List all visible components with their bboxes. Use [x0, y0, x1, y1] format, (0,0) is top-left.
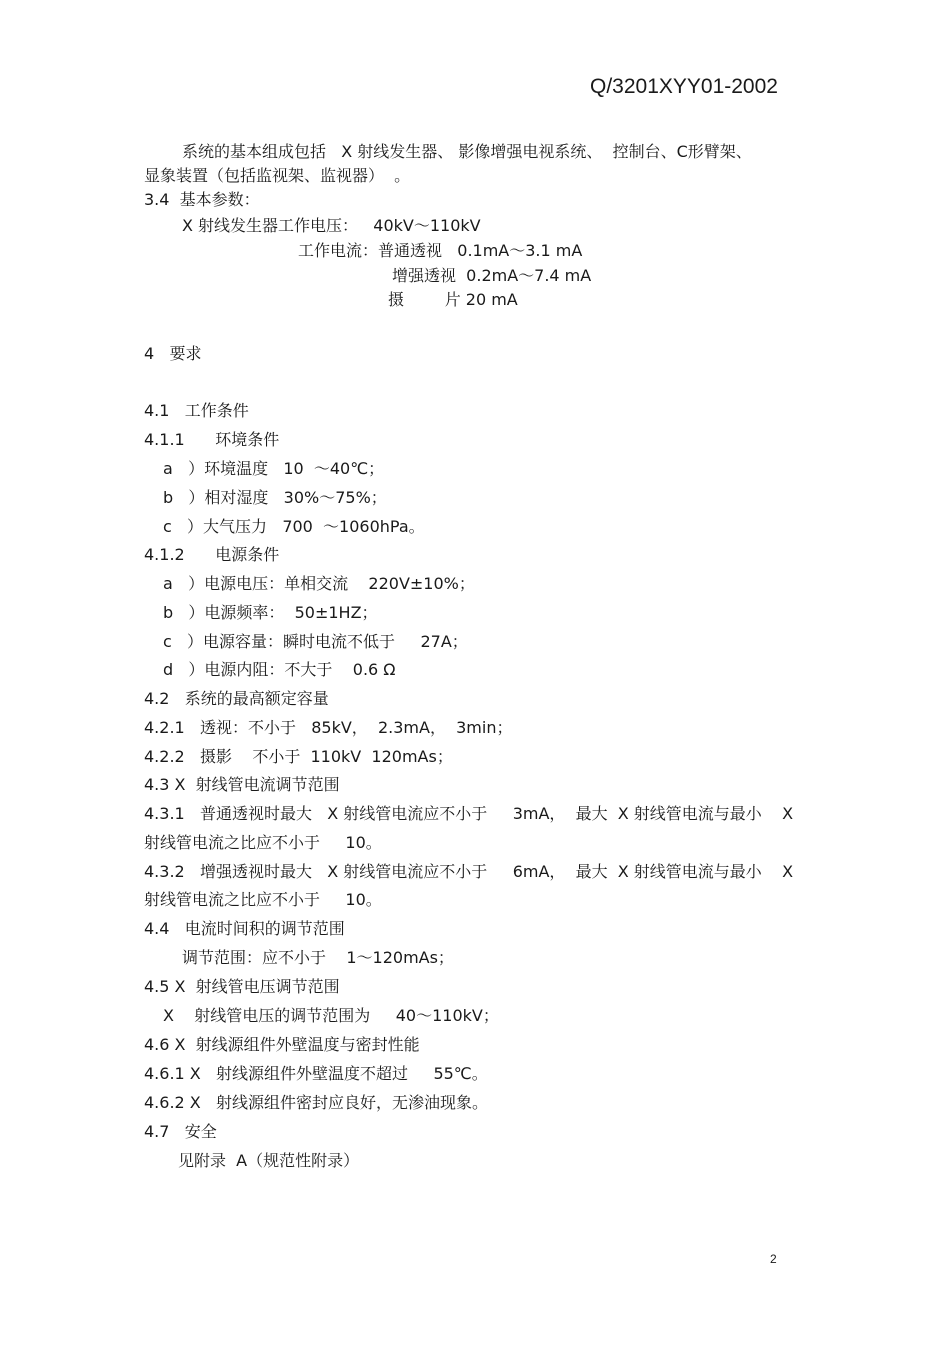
section-heading: 4.5 X 射线管电压调节范围 — [144, 977, 340, 996]
paragraph-line: 4.2.1 透视：不小于 85kV， 2.3mA， 3min； — [144, 718, 513, 737]
paragraph-line: 射线管电流之比应不小于 10。 — [144, 833, 382, 852]
paragraph-line: 4.6.2 X 射线源组件密封应良好，无渗油现象。 — [144, 1093, 489, 1112]
paragraph-line: 4.3.1 普通透视时最大 X 射线管电流应不小于 3mA， 最大 X 射线管电流与最小 X — [144, 804, 794, 823]
section-heading: 4.4 电流时间积的调节范围 — [144, 919, 345, 938]
list-item: a ）电源电压：单相交流 220V±10%； — [163, 574, 475, 593]
section-heading: 4 要求 — [144, 344, 202, 363]
section-heading: 4.6 X 射线源组件外壁温度与密封性能 — [144, 1035, 420, 1054]
paragraph-line: 显象装置（包括监视架、监视器） 。 — [144, 166, 411, 185]
subsection-heading: 4.1.1 环境条件 — [144, 430, 280, 449]
list-item: c ）大气压力 700 ～1060hPa。 — [163, 517, 425, 536]
parameter-line: X 射线发生器工作电压： 40kV～110kV — [182, 216, 481, 235]
paragraph-line: 见附录 A（规范性附录） — [178, 1151, 360, 1170]
document-code: Q/3201XYY01-2002 — [590, 75, 778, 98]
page-number: 2 — [770, 1252, 777, 1266]
section-heading: 4.2 系统的最高额定容量 — [144, 689, 329, 708]
parameter-line: 增强透视 0.2mA～7.4 mA — [392, 266, 592, 285]
paragraph-line: 系统的基本组成包括 X 射线发生器、 影像增强电视系统、 控制台、C形臂架、 — [182, 142, 752, 161]
list-item: c ）电源容量：瞬时电流不低于 27A； — [163, 632, 468, 651]
paragraph-line: 调节范围：应不小于 1～120mAs； — [182, 948, 454, 967]
list-item: d ）电源内阻：不大于 0.6 Ω — [163, 660, 396, 679]
paragraph-line: 4.2.2 摄影 不小于 110kV 120mAs； — [144, 747, 453, 766]
list-item: b ）电源频率： 50±1HZ； — [163, 603, 378, 622]
section-heading: 4.7 安全 — [144, 1122, 217, 1141]
paragraph-line: 射线管电流之比应不小于 10。 — [144, 890, 382, 909]
parameter-line: 工作电流：普通透视 0.1mA～3.1 mA — [298, 241, 583, 260]
section-heading: 4.3 X 射线管电流调节范围 — [144, 775, 340, 794]
parameter-line: 摄 片 20 mA — [388, 290, 518, 309]
list-item: a ）环境温度 10 ～40℃； — [163, 459, 385, 478]
paragraph-line: X 射线管电压的调节范围为 40～110kV； — [163, 1006, 499, 1025]
paragraph-line: 4.6.1 X 射线源组件外壁温度不超过 55℃。 — [144, 1064, 488, 1083]
paragraph-line: 4.3.2 增强透视时最大 X 射线管电流应不小于 6mA， 最大 X 射线管电流与最小 X — [144, 862, 794, 881]
section-heading: 3.4 基本参数： — [144, 190, 260, 209]
list-item: b ）相对湿度 30%～75%； — [163, 488, 387, 507]
subsection-heading: 4.1.2 电源条件 — [144, 545, 280, 564]
section-heading: 4.1 工作条件 — [144, 401, 249, 420]
